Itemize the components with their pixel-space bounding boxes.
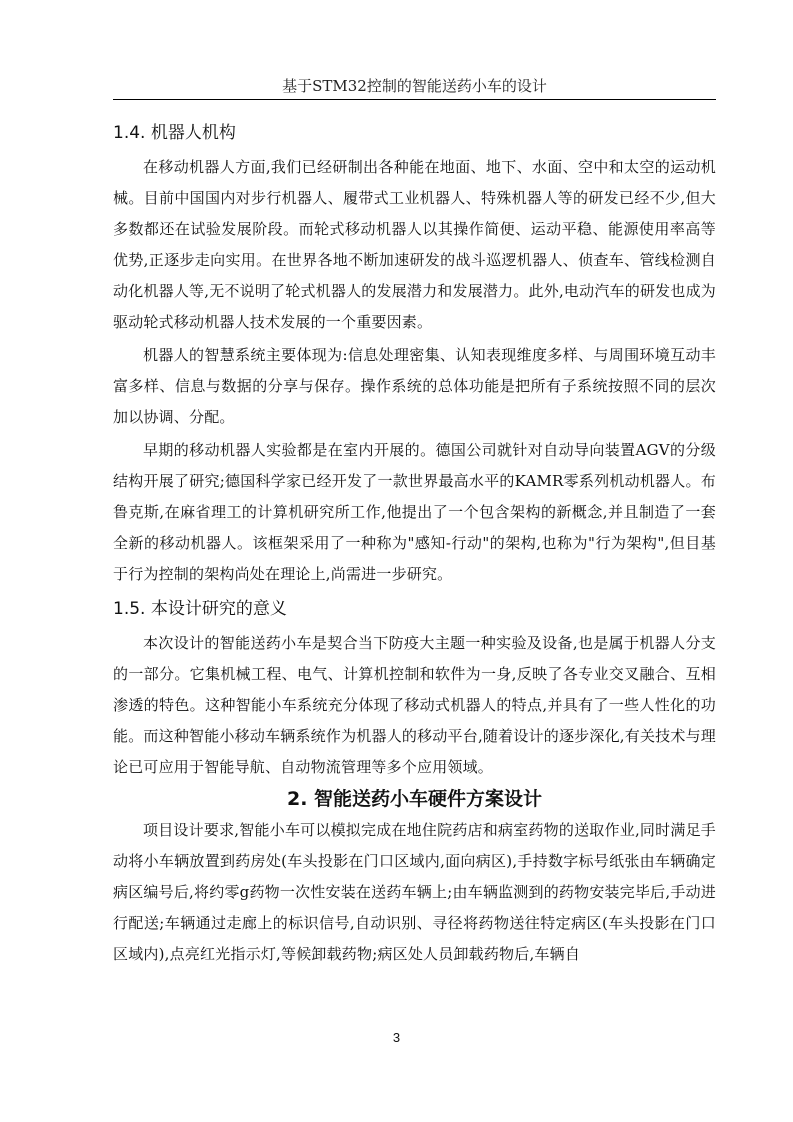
page-body bbox=[113, 118, 716, 970]
chapter-heading-2: 2. 智能送药小车硬件方案设计 bbox=[286, 788, 543, 810]
paragraph: 机器人的智慧系统主要体现为:信息处理密集、认知表现维度多样、与周围环境互动丰富多样、信息与数据的分享与保存。操作系统的总体功能是把所有子系统按照不同的层次加以协调、分配。 bbox=[113, 346, 716, 426]
running-header: 基于STM32控制的智能送药小车的设计 bbox=[282, 77, 547, 95]
paragraph: 在移动机器人方面,我们已经研制出各种能在地面、地下、水面、空中和太空的运动机械。目前中国国内对步行机器人、履带式工业机器人、特殊机器人等的研发已经不少,但大多数都还在试验发展阶段。而轮式移动机器人以其操作简便、运动平稳、能源使用率高等优势,正逐步走向实用。在世界各地不断加速研发的战斗巡逻机器人、侦查车、管线检测自动化机器人等,无不说明了轮式机器人的发展潜力和发展潜力。此外,电动汽车的研发也成为驱动轮式移动机器人技术发展的一个重要因素。 bbox=[113, 158, 716, 331]
paragraph: 项目设计要求,智能小车可以模拟完成在地住院药店和病室药物的送取作业,同时满足手动将小车辆放置到药房处(车头投影在门口区域内,面向病区),手持数字标号纸张由车辆确定病区编号后,将约零g药物一次性安装在送药车辆上;由车辆监测到的药物安装完毕后,手动进行配送;车辆通过走廊上的标识信号,自动识别、寻径将药物送往特定病区(车头投影在门口区域内),点亮红光指示灯,等候卸载药物;病区处人员卸载药物后,车辆自 bbox=[113, 821, 716, 963]
section-heading-1-5: 1.5. 本设计研究的意义 bbox=[113, 599, 287, 619]
paragraph: 早期的移动机器人实验都是在室内开展的。德国公司就针对自动导向装置AGV的分级结构开展了研究;德国科学家已经开发了一款世界最高水平的KAMR零系列机动机器人。布鲁克斯,在麻省理工的计算机研究所工作,他提出了一个包含架构的新概念,并且制造了一套全新的移动机器人。该框架采用了一种称为"感知-行动"的架构,也称为"行为架构",但目基于行为控制的架构尚处在理论上,尚需进一步研究。 bbox=[113, 441, 716, 583]
header-rule bbox=[113, 99, 716, 100]
section-heading-1-4: 1.4. 机器人机构 bbox=[113, 123, 236, 143]
page-number: 3 bbox=[392, 1030, 401, 1045]
paragraph: 本次设计的智能送药小车是契合当下防疫大主题一种实验及设备,也是属于机器人分支的一部分。它集机械工程、电气、计算机控制和软件为一身,反映了各专业交叉融合、互相渗透的特色。这种智能小车系统充分体现了移动式机器人的特点,并具有了一些人性化的功能。而这种智能小移动车辆系统作为机器人的移动平台,随着设计的逐步深化,有关技术与理论已可应用于智能导航、自动物流管理等多个应用领域。 bbox=[113, 634, 716, 776]
